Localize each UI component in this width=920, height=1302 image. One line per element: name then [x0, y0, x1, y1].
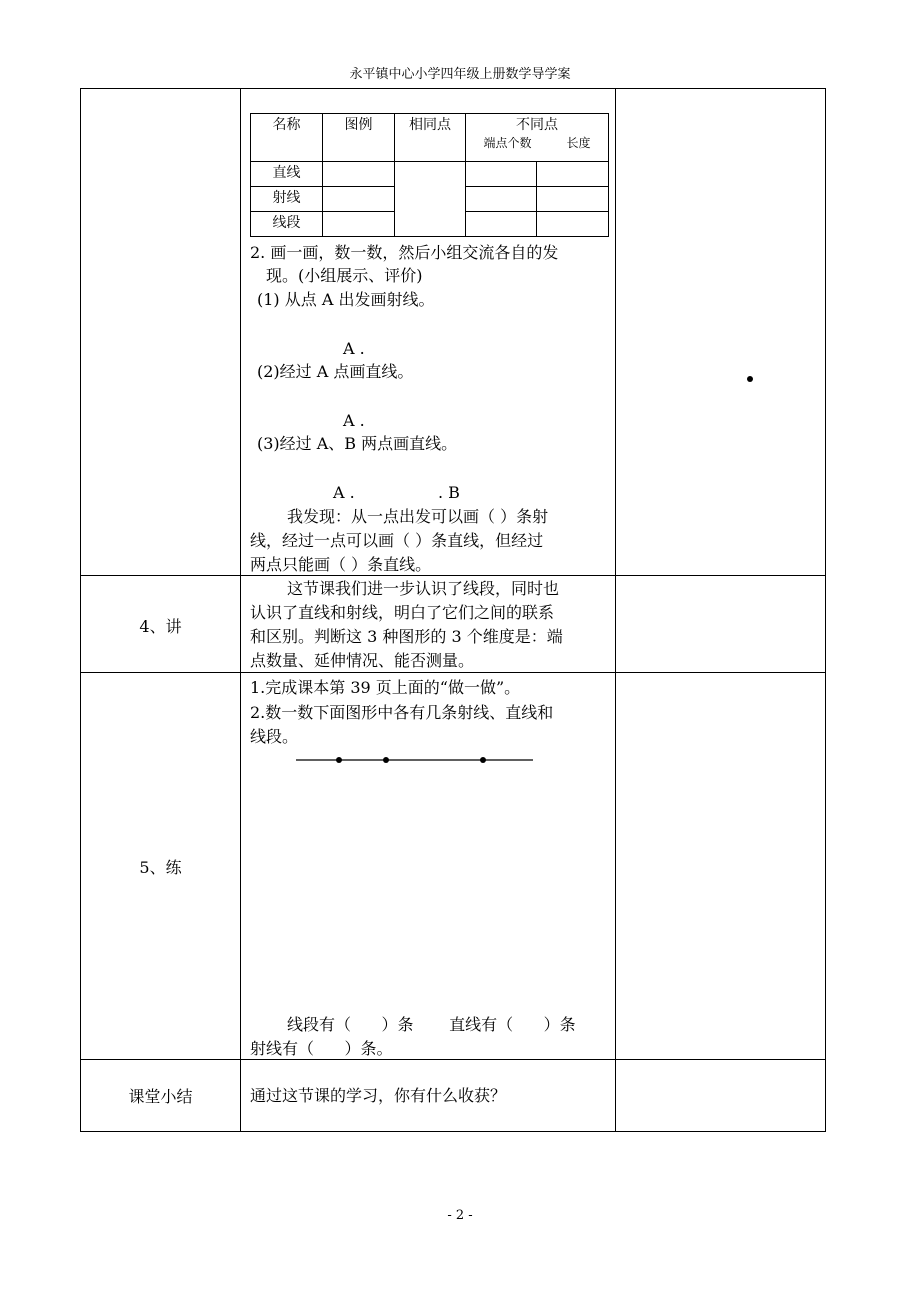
- section5-note-cell: [616, 673, 826, 1060]
- section5-row: [81, 673, 826, 1060]
- activity2-item1: (1) 从点 A 出发画射线。: [257, 290, 435, 309]
- compare-row-segment: 线段: [251, 212, 323, 237]
- compare-cell-endpoints: [466, 162, 537, 187]
- section4-line1: 这节课我们进一步认识了线段，同时也: [287, 579, 560, 598]
- summary-content-cell: [241, 1060, 616, 1132]
- compare-row-ray: 射线: [251, 187, 323, 212]
- section5-line1: 1.完成课本第 39 页上面的“做一做”。: [250, 678, 521, 697]
- point-a-1: A .: [343, 339, 365, 358]
- compare-subheader-length: 长度: [566, 136, 591, 150]
- activity2-item2: (2)经过 A 点画直线。: [257, 362, 414, 381]
- figure-point-3: [480, 757, 486, 763]
- point-b-3: . B: [438, 483, 460, 502]
- compare-cell-figure: [323, 212, 395, 237]
- compare-header-diff-label: 不同点: [516, 117, 558, 133]
- summary-label-cell: [81, 1060, 241, 1132]
- section5-content-cell: [241, 673, 616, 1060]
- activity2-title-line1: 2. 画一画，数一数，然后小组交流各自的发: [250, 243, 559, 262]
- summary-label: 课堂小结: [128, 1087, 193, 1106]
- summary-row: [81, 1060, 826, 1132]
- compare-cell-length: [537, 212, 609, 237]
- section5-line3: 线段。: [250, 727, 299, 746]
- section5-line2: 2.数一数下面图形中各有几条射线、直线和: [250, 703, 554, 722]
- section4-row: [81, 576, 826, 673]
- summary-text: 通过这节课的学习，你有什么收获？: [250, 1086, 507, 1105]
- compare-subheader-endpoints: 端点个数: [483, 136, 532, 150]
- activity-row: [81, 89, 826, 576]
- figure-point-2: [383, 757, 389, 763]
- line-figure: [296, 753, 536, 767]
- compare-cell-length: [537, 162, 609, 187]
- activity-content-cell: [241, 89, 616, 576]
- summary-note-cell: [616, 1060, 826, 1132]
- section5-label: 5、练: [139, 858, 182, 877]
- activity-label-cell: [81, 89, 241, 576]
- page-number: - 2 -: [447, 1208, 473, 1223]
- section4-line3: 和区别。判断这 3 种图形的 3 个维度是：端: [250, 627, 563, 646]
- figure-point-1: [336, 757, 342, 763]
- point-a-2: A .: [343, 411, 365, 430]
- compare-header-same: 相同点: [395, 114, 466, 162]
- compare-header-figure: 图例: [323, 114, 395, 162]
- section4-line4: 点数量、延伸情况、能否测量。: [250, 651, 475, 670]
- activity2-item3: (3)经过 A、B 两点画直线。: [257, 434, 458, 453]
- compare-cell-endpoints: [466, 187, 537, 212]
- page-header: 永平镇中心小学四年级上册数学导学案: [349, 67, 571, 82]
- margin-dot-icon: [747, 376, 753, 382]
- compare-cell-endpoints: [466, 212, 537, 237]
- compare-cell-length: [537, 187, 609, 212]
- finding-line2: 线，经过一点可以画（ ）条直线，但经过: [250, 531, 544, 550]
- section4-content-cell: [241, 576, 616, 673]
- compare-cell-figure: [323, 162, 395, 187]
- activity2-title-line2: 现。(小组展示、评价): [266, 266, 423, 285]
- lesson-table: [80, 88, 826, 1132]
- compare-header-name: 名称: [251, 114, 323, 162]
- compare-cell-figure: [323, 187, 395, 212]
- answer-line2: 射线有（ ）条。: [250, 1039, 393, 1058]
- compare-header-diff: [466, 114, 609, 162]
- compare-table: [250, 113, 609, 237]
- finding-line3: 两点只能画（ ）条直线。: [250, 555, 432, 574]
- section5-label-cell: [81, 673, 241, 1060]
- section4-note-cell: [616, 576, 826, 673]
- section4-label-cell: [81, 576, 241, 673]
- compare-row-line: 直线: [251, 162, 323, 187]
- section4-line2: 认识了直线和射线，明白了它们之间的联系: [250, 603, 555, 622]
- answer-line1: 线段有（ ）条 直线有（ ）条: [287, 1015, 576, 1034]
- point-a-3: A .: [333, 483, 355, 502]
- compare-cell-same: [395, 162, 466, 237]
- finding-line1: 我发现：从一点出发可以画（ ）条射: [287, 507, 549, 526]
- section4-label: 4、讲: [139, 617, 182, 636]
- activity-note-cell: [616, 89, 826, 576]
